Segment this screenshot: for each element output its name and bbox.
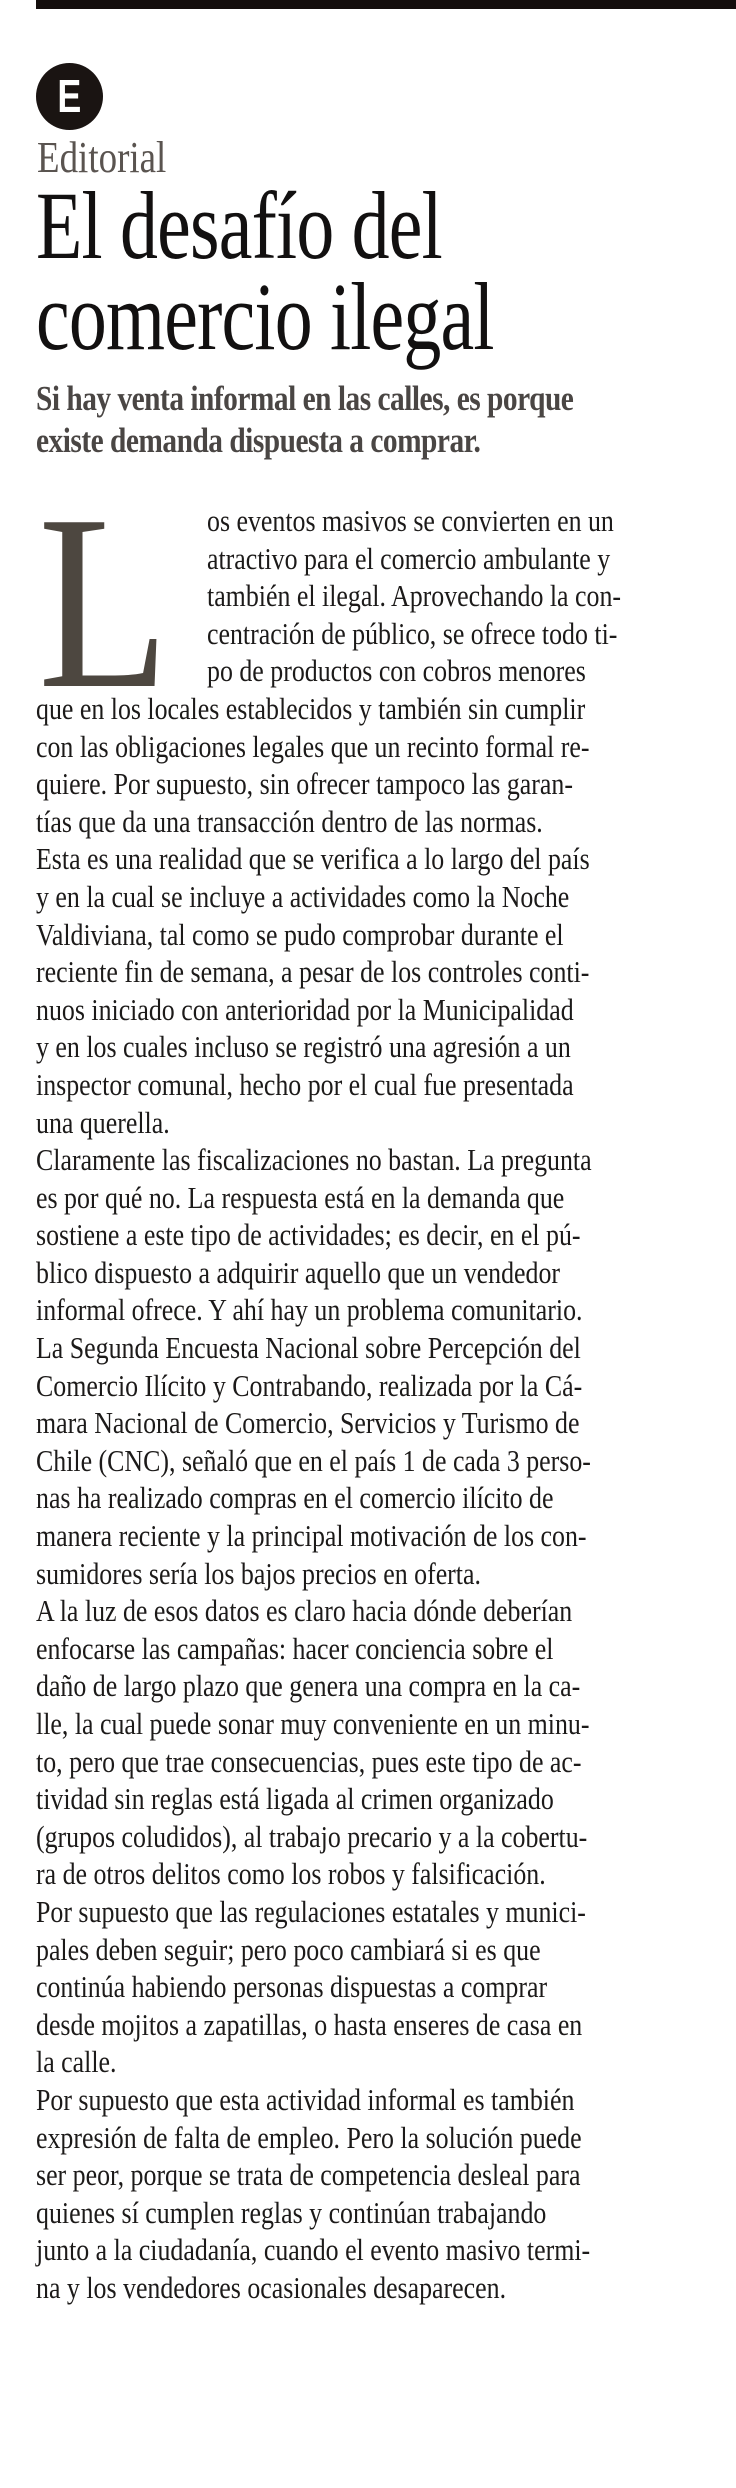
body-line: y en la cual se incluye a actividades como la Noche (36, 878, 570, 914)
body-line: atractivo para el comercio ambulante y (207, 540, 611, 576)
body-line: Por supuesto que esta actividad informal es también (36, 2081, 575, 2117)
body-line: quiere. Por supuesto, sin ofrecer tampoco las garan- (36, 766, 573, 802)
body-line: nuos iniciado con anterioridad por la Municipalidad (36, 991, 574, 1027)
body-line: sumidores sería los bajos precios en oferta. (36, 1555, 481, 1591)
headline (36, 172, 494, 370)
deck-subtitle (36, 378, 573, 462)
body-line: ra de otros delitos como los robos y falsificación. (36, 1856, 546, 1892)
body-line: blico dispuesto a adquirir aquello que un vendedor (36, 1254, 561, 1290)
article-body (36, 502, 720, 2307)
body-line: (grupos coludidos), al trabajo precario y a la cobertu- (36, 1818, 588, 1854)
body-line: centración de público, se ofrece todo ti- (207, 615, 618, 651)
body-line: A la luz de esos datos es claro hacia dónde deberían (36, 1593, 573, 1629)
body-line: na y los vendedores ocasionales desaparecen. (36, 2269, 507, 2305)
body-line: ser peor, porque se trata de competencia desleal para (36, 2157, 581, 2193)
body-line: desde mojitos a zapatillas, o hasta enseres de casa en (36, 2006, 583, 2042)
body-line: informal ofrece. Y ahí hay un problema comunitario. (36, 1292, 583, 1328)
body-line: Claramente las fiscalizaciones no bastan. La pregunta (36, 1142, 592, 1178)
body-line: la calle. (36, 2044, 117, 2080)
badge-letter: E (57, 70, 82, 122)
body-line: sostiene a este tipo de actividades; es decir, en el pú- (36, 1217, 581, 1253)
body-line: inspector comunal, hecho por el cual fue presentada (36, 1066, 574, 1102)
body-line: también el ilegal. Aprovechando la con- (207, 578, 622, 614)
body-line: manera reciente y la principal motivación de los con- (36, 1518, 587, 1554)
body-line: expresión de falta de empleo. Pero la solución puede (36, 2119, 582, 2155)
body-line: enfocarse las campañas: hacer conciencia sobre el (36, 1630, 554, 1666)
body-line: po de productos con cobros menores (207, 653, 586, 689)
body-line: mara Nacional de Comercio, Servicios y Turismo de (36, 1405, 580, 1441)
section-label: Editorial (37, 133, 167, 182)
body-line: es por qué no. La respuesta está en la demanda que (36, 1179, 565, 1215)
body-line: tías que da una transacción dentro de las normas. (36, 803, 543, 839)
body-line: y en los cuales incluso se registró una agresión a un (36, 1029, 571, 1065)
body-line: lle, la cual puede sonar muy conveniente en un minu- (36, 1706, 590, 1741)
body-line: que en los locales establecidos y también sin cumplir (36, 690, 586, 726)
headline-line: comercio ilegal (36, 263, 494, 370)
body-line: Por supuesto que las regulaciones estatales y munici- (36, 1893, 586, 1929)
body-line: quienes sí cumplen reglas y continúan trabajando (36, 2194, 547, 2230)
body-line: junto a la ciudadanía, cuando el evento masivo termi- (36, 2232, 591, 2268)
body-line: Esta es una realidad que se verifica a lo largo del país (36, 841, 590, 877)
body-line: tividad sin reglas está ligada al crimen organizado (36, 1781, 554, 1817)
drop-cap: L (38, 464, 170, 741)
body-line: Chile (CNC), señaló que en el país 1 de cada 3 perso- (36, 1442, 591, 1478)
headline-line: El desafío del (36, 172, 442, 279)
body-line: daño de largo plazo que genera una compra en la ca- (36, 1668, 581, 1704)
body-line: nas ha realizado compras en el comercio ilícito de (36, 1480, 554, 1516)
body-line: con las obligaciones legales que un recinto formal re- (36, 728, 590, 764)
body-line: una querella. (36, 1104, 170, 1140)
body-line: to, pero que trae consecuencias, pues este tipo de ac- (36, 1743, 582, 1779)
body-line: reciente fin de semana, a pesar de los controles conti- (36, 954, 590, 990)
body-line: pales deben seguir; pero poco cambiará si es que (36, 1931, 541, 1967)
body-line: Valdiviana, tal como se pudo comprobar durante el (36, 916, 564, 952)
deck-line: existe demanda dispuesta a comprar. (36, 421, 481, 460)
body-line: Comercio Ilícito y Contrabando, realizada por la Cá- (36, 1367, 583, 1403)
deck-line: Si hay venta informal en las calles, es porque (36, 379, 574, 418)
body-line: La Segunda Encuesta Nacional sobre Percepción del (36, 1330, 581, 1366)
body-line: os eventos masivos se convierten en un (207, 503, 614, 538)
body-line: continúa habiendo personas dispuestas a comprar (36, 1969, 548, 2005)
editorial-badge-icon (36, 63, 103, 130)
top-rule (36, 0, 736, 9)
